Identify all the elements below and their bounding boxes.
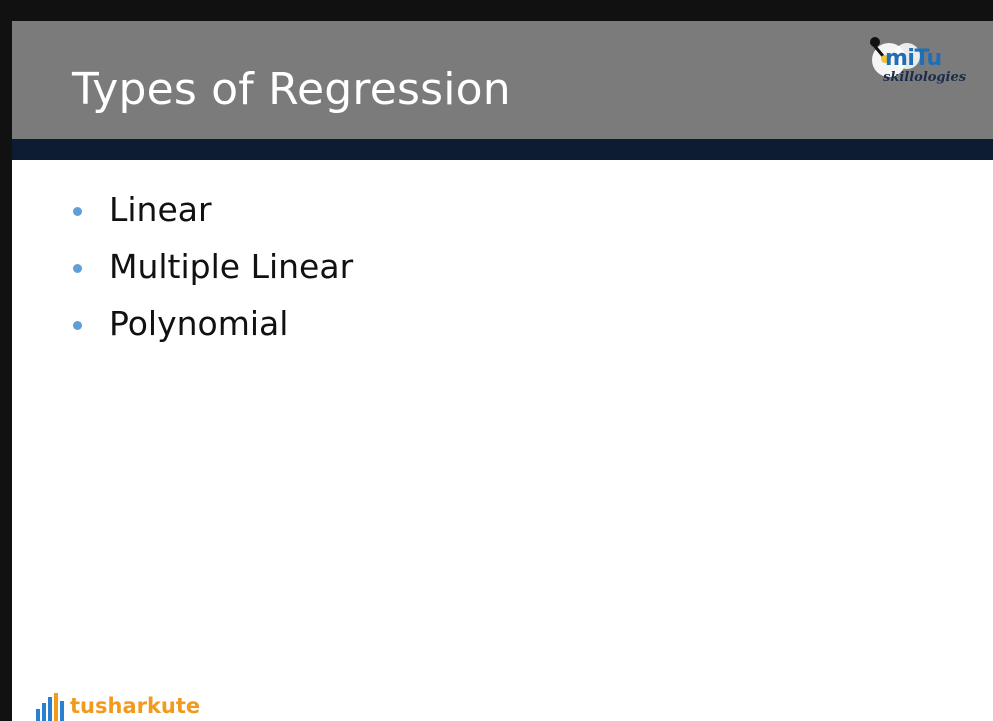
bullet-item: [12, 247, 712, 304]
title-band: [12, 21, 993, 139]
bullet-item: [12, 190, 712, 247]
mitu-logo-tagline: skillologies: [883, 70, 967, 85]
bullet-list: [12, 190, 712, 361]
bar-chart-logo-icon: [34, 689, 70, 721]
mitu-logo-name: miTu: [885, 46, 942, 71]
slide-title: Types of Regression: [72, 64, 511, 115]
bullet-text: Linear: [109, 190, 212, 229]
bullet-text: Multiple Linear: [109, 247, 354, 286]
presentation-slide: [12, 21, 993, 721]
bullet-dot-icon: [73, 321, 82, 330]
accent-bar: [12, 139, 993, 160]
mitu-logo: [863, 34, 973, 92]
bullet-dot-icon: [73, 264, 82, 273]
tusharkute-logo-name: tusharkute: [70, 694, 201, 718]
bullet-item: [12, 304, 712, 361]
bullet-dot-icon: [73, 207, 82, 216]
bullet-text: Polynomial: [109, 304, 289, 343]
tusharkute-logo: [34, 689, 214, 721]
